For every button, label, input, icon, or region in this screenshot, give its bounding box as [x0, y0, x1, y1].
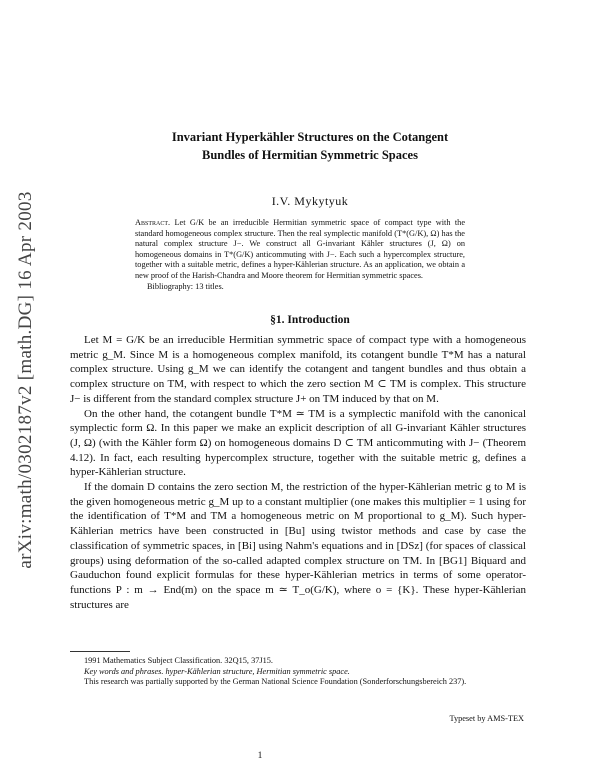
footnote-msc: 1991 Mathematics Subject Classification. 32Q15, 37J15. [84, 656, 273, 665]
paragraph: On the other hand, the cotangent bundle T*M ≃ TM is a symplectic manifold with the canonical symplectic form Ω. In this paper we make an explicit description of all G-invariant Kähler structures (J, Ω) (with the Kähler form Ω) on homogeneous domains D ⊂ TM anticommuting with J− (Theorem 4.12). In fact, each resulting hypercomplex structure, together with the suitable metric g, defines a hyper-Kählerian structure. [70, 407, 526, 479]
body-text [70, 333, 526, 612]
typeset-note: Typeset by AMS-TEX [449, 714, 524, 723]
paragraph: Let M = G/K be an irreducible Hermitian symmetric space of compact type with a homogeneous metric g_M. Since M is a homogeneous complex manifold, its cotangent bundle T*M has a natural complex structure. Using g_M we can identify the cotangent and tangent bundles and thus obtain a complex structure on TM, with respect to which the zero section M ⊂ TM is complex. This structure J− is different from the standard complex structure J+ on TM induced by that on M. [70, 334, 526, 405]
abstract-text: Let G/K be an irreducible Hermitian symmetric space of compact type with the standard homogeneous complex structure. Then the real symplectic manifold (T*(G/K), Ω) has the natural complex structure J−. We construct all G-invariant Kähler structures (J, Ω) on homogeneous domains in T*(G/K) anticommuting with J−. Each such a hypercomplex structure, together with a suitable metric, defines a hyper-Kählerian structure. As an application, we obtain a new proof of the Harish-Chandra and Moore theorem for Hermitian symmetric spaces. [135, 218, 466, 280]
footnote-support: This research was partially supported by the German National Science Foundation (Sonderforschungsbereich 237). [84, 677, 467, 687]
section-heading: §1. Introduction [270, 314, 350, 326]
abstract-block [135, 218, 465, 292]
page-number: 1 [257, 751, 263, 761]
bibliography-count: Bibliography: 13 titles. [147, 281, 224, 291]
arxiv-identifier: arXiv:math/0302187v2 [math.DG] 16 Apr 2003 [15, 191, 36, 569]
footnote-keywords: Key words and phrases. hyper-Kählerian structure, Hermitian symmetric space. [84, 666, 350, 676]
footnotes [70, 656, 526, 688]
paper-title-line-2: Bundles of Hermitian Symmetric Spaces [202, 148, 418, 162]
footnote-divider [70, 651, 130, 652]
paper-title-line-1: Invariant Hyperkähler Structures on the Cotangent [171, 130, 449, 144]
author-name: I.V. Mykytyuk [271, 194, 349, 208]
arxiv-sidebar [6, 150, 46, 610]
paragraph: If the domain D contains the zero section M, the restriction of the hyper-Kählerian metric g to M is the given homogeneous metric g_M up to a constant multiplier (one makes this multiplier = 1 using for the identification of T*M and TM a homogeneous metric on M proportional to g_M). Such hyper-Kählerian metrics have been constructed in [Bu] using twistor methods and case by case the classification of symmetric spaces, in [Bi] using Nahm's equations and in [DSz] (for spaces of classical groups) using deformation of the so-called adapted complex structure on TM. In [BG1] Biquard and Gauduchon found explicit formulas for these hyper-Kählerian metrics in terms of some operator-functions P : m → End(m) on the space m ≃ T_o(G/K), where o = {K}. These hyper-Kählerian structures are [70, 481, 526, 611]
abstract-label: Abstract. [135, 218, 171, 227]
